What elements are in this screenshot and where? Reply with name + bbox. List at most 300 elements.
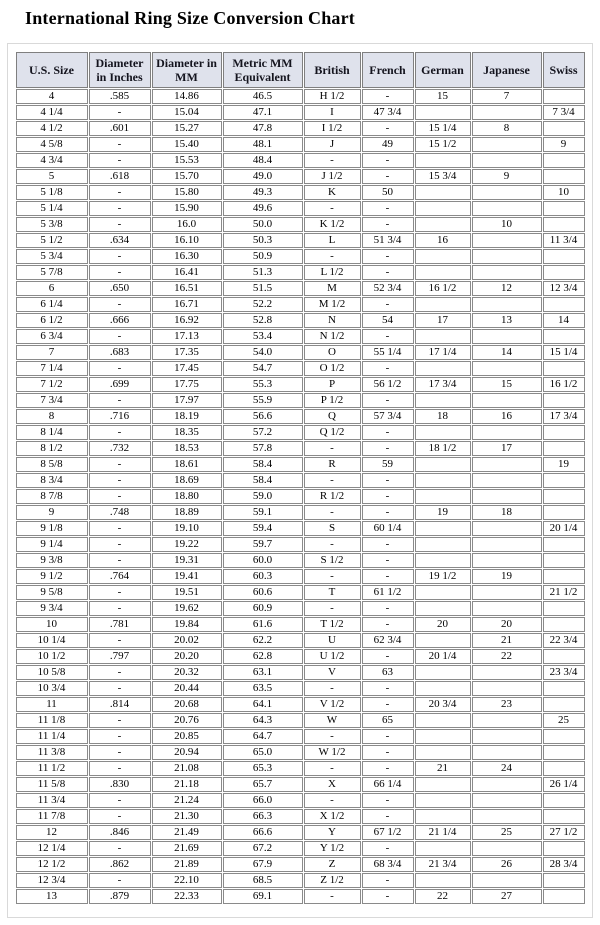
cell: .846 xyxy=(89,825,151,840)
cell: 21 1/4 xyxy=(415,825,471,840)
cell: 4 1/2 xyxy=(16,121,88,136)
cell: 9 3/8 xyxy=(16,553,88,568)
cell: 59.1 xyxy=(223,505,303,520)
cell: 5 3/4 xyxy=(16,249,88,264)
cell: 15 xyxy=(415,89,471,104)
cell xyxy=(472,793,542,808)
cell: 21.08 xyxy=(152,761,222,776)
cell: 68.5 xyxy=(223,873,303,888)
cell: 59.7 xyxy=(223,537,303,552)
cell: 16.41 xyxy=(152,265,222,280)
cell: 8 xyxy=(16,409,88,424)
cell: 9 1/8 xyxy=(16,521,88,536)
cell xyxy=(472,249,542,264)
cell: 21.18 xyxy=(152,777,222,792)
cell: 59 xyxy=(362,457,414,472)
cell xyxy=(472,537,542,552)
cell xyxy=(415,729,471,744)
cell: M 1/2 xyxy=(304,297,361,312)
cell xyxy=(543,441,585,456)
cell: 63 xyxy=(362,665,414,680)
cell: .830 xyxy=(89,777,151,792)
cell xyxy=(472,425,542,440)
cell: 10 1/2 xyxy=(16,649,88,664)
header-row xyxy=(16,52,585,88)
table-row xyxy=(16,537,585,552)
cell: 62.2 xyxy=(223,633,303,648)
cell: - xyxy=(304,761,361,776)
cell: .683 xyxy=(89,345,151,360)
cell: 14.86 xyxy=(152,89,222,104)
cell: 5 1/2 xyxy=(16,233,88,248)
cell: 49 xyxy=(362,137,414,152)
cell: 4 xyxy=(16,89,88,104)
cell: X 1/2 xyxy=(304,809,361,824)
cell: - xyxy=(362,569,414,584)
cell: J xyxy=(304,137,361,152)
cell: .699 xyxy=(89,377,151,392)
table-row xyxy=(16,105,585,120)
cell: 9 xyxy=(472,169,542,184)
cell: - xyxy=(304,537,361,552)
cell: 49.3 xyxy=(223,185,303,200)
cell xyxy=(472,809,542,824)
cell: - xyxy=(89,729,151,744)
cell: 64.1 xyxy=(223,697,303,712)
cell: 20 1/4 xyxy=(415,649,471,664)
cell: 5 3/8 xyxy=(16,217,88,232)
cell: 20 xyxy=(415,617,471,632)
cell: O xyxy=(304,345,361,360)
cell: 64.7 xyxy=(223,729,303,744)
cell: - xyxy=(89,361,151,376)
cell: 21.89 xyxy=(152,857,222,872)
cell: 50.0 xyxy=(223,217,303,232)
cell xyxy=(543,601,585,616)
cell: V 1/2 xyxy=(304,697,361,712)
cell: 17 1/4 xyxy=(415,345,471,360)
cell xyxy=(415,249,471,264)
cell: 62.8 xyxy=(223,649,303,664)
cell: 16.0 xyxy=(152,217,222,232)
cell: 19.84 xyxy=(152,617,222,632)
cell: 10 1/4 xyxy=(16,633,88,648)
cell: 16 xyxy=(472,409,542,424)
cell: - xyxy=(89,873,151,888)
cell: .879 xyxy=(89,889,151,904)
cell: I xyxy=(304,105,361,120)
cell xyxy=(472,265,542,280)
table-row xyxy=(16,121,585,136)
cell: - xyxy=(304,569,361,584)
cell: 19.51 xyxy=(152,585,222,600)
cell: .585 xyxy=(89,89,151,104)
cell xyxy=(543,297,585,312)
cell: - xyxy=(362,249,414,264)
cell: - xyxy=(362,537,414,552)
cell: 17.35 xyxy=(152,345,222,360)
table-row xyxy=(16,697,585,712)
cell: - xyxy=(362,649,414,664)
table-row xyxy=(16,521,585,536)
conversion-table xyxy=(15,51,586,905)
cell: - xyxy=(304,153,361,168)
cell: 17.97 xyxy=(152,393,222,408)
cell: 20.94 xyxy=(152,745,222,760)
cell: 5 xyxy=(16,169,88,184)
cell: 65.3 xyxy=(223,761,303,776)
cell: - xyxy=(304,793,361,808)
cell: 15 3/4 xyxy=(415,169,471,184)
cell xyxy=(472,201,542,216)
cell: 8 xyxy=(472,121,542,136)
cell xyxy=(415,361,471,376)
cell: 14 xyxy=(543,313,585,328)
cell: 18.89 xyxy=(152,505,222,520)
cell: X xyxy=(304,777,361,792)
cell: 58.4 xyxy=(223,457,303,472)
cell: - xyxy=(362,729,414,744)
cell: - xyxy=(362,745,414,760)
cell: 7 xyxy=(472,89,542,104)
cell xyxy=(543,265,585,280)
cell: 12 1/2 xyxy=(16,857,88,872)
cell: 9 5/8 xyxy=(16,585,88,600)
cell xyxy=(415,217,471,232)
cell: 47.8 xyxy=(223,121,303,136)
cell: 16.10 xyxy=(152,233,222,248)
cell xyxy=(543,873,585,888)
cell: 59.4 xyxy=(223,521,303,536)
table-row xyxy=(16,713,585,728)
cell xyxy=(415,713,471,728)
cell: 50.9 xyxy=(223,249,303,264)
table-row xyxy=(16,473,585,488)
cell xyxy=(415,297,471,312)
cell: 15 1/4 xyxy=(543,345,585,360)
cell xyxy=(472,729,542,744)
cell xyxy=(472,777,542,792)
cell xyxy=(543,729,585,744)
cell: - xyxy=(362,809,414,824)
cell: 20.76 xyxy=(152,713,222,728)
cell: - xyxy=(304,681,361,696)
cell xyxy=(415,153,471,168)
cell: 16 xyxy=(415,233,471,248)
cell: H 1/2 xyxy=(304,89,361,104)
cell: 22.10 xyxy=(152,873,222,888)
cell: 66.6 xyxy=(223,825,303,840)
cell: - xyxy=(89,809,151,824)
table-row xyxy=(16,825,585,840)
cell xyxy=(543,809,585,824)
cell: 5 1/4 xyxy=(16,201,88,216)
cell: 20.85 xyxy=(152,729,222,744)
table-row xyxy=(16,249,585,264)
cell xyxy=(543,841,585,856)
cell: 18.19 xyxy=(152,409,222,424)
cell: 24 xyxy=(472,761,542,776)
table-row xyxy=(16,153,585,168)
cell: M xyxy=(304,281,361,296)
cell: 17 xyxy=(415,313,471,328)
cell: 12 xyxy=(472,281,542,296)
cell: 17 3/4 xyxy=(415,377,471,392)
table-row xyxy=(16,841,585,856)
cell: 60.0 xyxy=(223,553,303,568)
table-header xyxy=(16,52,585,88)
cell xyxy=(543,329,585,344)
cell: O 1/2 xyxy=(304,361,361,376)
cell: 48.1 xyxy=(223,137,303,152)
cell xyxy=(415,265,471,280)
cell: .732 xyxy=(89,441,151,456)
cell: Y xyxy=(304,825,361,840)
cell: I 1/2 xyxy=(304,121,361,136)
cell xyxy=(472,329,542,344)
cell: 20 xyxy=(472,617,542,632)
table-row xyxy=(16,761,585,776)
cell: - xyxy=(362,601,414,616)
cell: 11 3/4 xyxy=(16,793,88,808)
cell xyxy=(415,681,471,696)
cell xyxy=(415,457,471,472)
cell: T 1/2 xyxy=(304,617,361,632)
cell: N xyxy=(304,313,361,328)
cell: 52.8 xyxy=(223,313,303,328)
cell: 60 1/4 xyxy=(362,521,414,536)
cell: - xyxy=(362,617,414,632)
cell: 27 xyxy=(472,889,542,904)
cell: 19.31 xyxy=(152,553,222,568)
cell xyxy=(415,601,471,616)
cell: 51.3 xyxy=(223,265,303,280)
cell: 67.2 xyxy=(223,841,303,856)
cell xyxy=(472,489,542,504)
cell: .716 xyxy=(89,409,151,424)
table-row xyxy=(16,169,585,184)
cell: 21.69 xyxy=(152,841,222,856)
cell: - xyxy=(362,329,414,344)
cell: 15 xyxy=(472,377,542,392)
cell xyxy=(415,201,471,216)
cell: 4 3/4 xyxy=(16,153,88,168)
cell: 16 1/2 xyxy=(415,281,471,296)
cell: - xyxy=(362,121,414,136)
cell xyxy=(543,697,585,712)
cell: - xyxy=(89,665,151,680)
cell: 15.53 xyxy=(152,153,222,168)
table-row xyxy=(16,89,585,104)
cell xyxy=(543,617,585,632)
cell: 13 xyxy=(472,313,542,328)
cell: 6 1/2 xyxy=(16,313,88,328)
cell: 12 1/4 xyxy=(16,841,88,856)
cell: - xyxy=(89,473,151,488)
table-row xyxy=(16,313,585,328)
cell: 10 3/4 xyxy=(16,681,88,696)
cell: 52.2 xyxy=(223,297,303,312)
cell: - xyxy=(89,137,151,152)
cell xyxy=(415,809,471,824)
table-row xyxy=(16,393,585,408)
cell xyxy=(472,745,542,760)
cell: 25 xyxy=(543,713,585,728)
cell: 20.44 xyxy=(152,681,222,696)
cell: 5 1/8 xyxy=(16,185,88,200)
cell: 9 xyxy=(16,505,88,520)
cell: 60.9 xyxy=(223,601,303,616)
cell: 25 xyxy=(472,825,542,840)
cell xyxy=(543,169,585,184)
cell: 48.4 xyxy=(223,153,303,168)
cell: 7 3/4 xyxy=(543,105,585,120)
cell: 8 3/4 xyxy=(16,473,88,488)
table-body xyxy=(16,89,585,904)
cell: 18 1/2 xyxy=(415,441,471,456)
cell: 20 1/4 xyxy=(543,521,585,536)
column-header: Diameter in MM xyxy=(152,52,222,88)
column-header: French xyxy=(362,52,414,88)
cell xyxy=(472,361,542,376)
cell: 22 xyxy=(415,889,471,904)
page-title: International Ring Size Conversion Chart xyxy=(25,8,356,28)
cell xyxy=(415,393,471,408)
cell: 55.9 xyxy=(223,393,303,408)
cell: Z xyxy=(304,857,361,872)
cell: - xyxy=(89,553,151,568)
cell: 4 5/8 xyxy=(16,137,88,152)
cell: 6 1/4 xyxy=(16,297,88,312)
cell: 11 1/2 xyxy=(16,761,88,776)
column-header: British xyxy=(304,52,361,88)
cell: 16.51 xyxy=(152,281,222,296)
cell: 7 1/4 xyxy=(16,361,88,376)
cell: 18.61 xyxy=(152,457,222,472)
cell: 7 xyxy=(16,345,88,360)
cell: L 1/2 xyxy=(304,265,361,280)
cell: - xyxy=(89,185,151,200)
cell xyxy=(472,473,542,488)
cell: 28 3/4 xyxy=(543,857,585,872)
cell xyxy=(543,537,585,552)
cell: - xyxy=(362,361,414,376)
cell: 53.4 xyxy=(223,329,303,344)
cell: 20.68 xyxy=(152,697,222,712)
cell: 21.24 xyxy=(152,793,222,808)
cell xyxy=(472,105,542,120)
cell: K 1/2 xyxy=(304,217,361,232)
cell: 20.02 xyxy=(152,633,222,648)
cell xyxy=(543,121,585,136)
cell: 11 xyxy=(16,697,88,712)
cell: W 1/2 xyxy=(304,745,361,760)
cell: 11 1/4 xyxy=(16,729,88,744)
table-row xyxy=(16,361,585,376)
table-row xyxy=(16,729,585,744)
cell: 50.3 xyxy=(223,233,303,248)
table-row xyxy=(16,201,585,216)
table-row xyxy=(16,489,585,504)
cell: 56 1/2 xyxy=(362,377,414,392)
cell: 61 1/2 xyxy=(362,585,414,600)
table-row xyxy=(16,233,585,248)
table-row xyxy=(16,873,585,888)
cell: .650 xyxy=(89,281,151,296)
cell: 51 3/4 xyxy=(362,233,414,248)
table-row xyxy=(16,409,585,424)
cell: - xyxy=(304,601,361,616)
cell xyxy=(415,473,471,488)
cell: 19 1/2 xyxy=(415,569,471,584)
cell: K xyxy=(304,185,361,200)
cell: - xyxy=(304,729,361,744)
table-row xyxy=(16,665,585,680)
cell xyxy=(543,201,585,216)
cell xyxy=(415,425,471,440)
cell: 19.22 xyxy=(152,537,222,552)
cell: 67 1/2 xyxy=(362,825,414,840)
cell: - xyxy=(89,793,151,808)
cell xyxy=(472,873,542,888)
cell: 55.3 xyxy=(223,377,303,392)
cell: V xyxy=(304,665,361,680)
cell xyxy=(543,553,585,568)
cell: 5 7/8 xyxy=(16,265,88,280)
cell: - xyxy=(89,601,151,616)
table-row xyxy=(16,457,585,472)
cell: 11 3/4 xyxy=(543,233,585,248)
column-header: Metric MM Equivalent xyxy=(223,52,303,88)
cell: 57.2 xyxy=(223,425,303,440)
cell: 66.0 xyxy=(223,793,303,808)
cell xyxy=(543,425,585,440)
cell: .601 xyxy=(89,121,151,136)
cell: - xyxy=(362,201,414,216)
cell: 15.80 xyxy=(152,185,222,200)
cell: 18 xyxy=(415,409,471,424)
cell xyxy=(415,537,471,552)
cell: 6 xyxy=(16,281,88,296)
cell: 18 xyxy=(472,505,542,520)
cell: - xyxy=(304,441,361,456)
cell: 6 3/4 xyxy=(16,329,88,344)
cell: 7 3/4 xyxy=(16,393,88,408)
cell: .634 xyxy=(89,233,151,248)
cell: .748 xyxy=(89,505,151,520)
cell: 65 xyxy=(362,713,414,728)
cell: - xyxy=(89,425,151,440)
cell: - xyxy=(304,473,361,488)
cell: 11 5/8 xyxy=(16,777,88,792)
cell: 57 3/4 xyxy=(362,409,414,424)
table-row xyxy=(16,217,585,232)
cell: 21 3/4 xyxy=(415,857,471,872)
cell xyxy=(543,505,585,520)
cell: - xyxy=(89,265,151,280)
cell xyxy=(415,665,471,680)
cell: - xyxy=(362,425,414,440)
cell: 19 xyxy=(415,505,471,520)
cell: 10 xyxy=(16,617,88,632)
cell: 68 3/4 xyxy=(362,857,414,872)
cell: 15 1/4 xyxy=(415,121,471,136)
cell: 23 xyxy=(472,697,542,712)
cell: .764 xyxy=(89,569,151,584)
cell: Y 1/2 xyxy=(304,841,361,856)
cell: 19.62 xyxy=(152,601,222,616)
cell: 10 5/8 xyxy=(16,665,88,680)
